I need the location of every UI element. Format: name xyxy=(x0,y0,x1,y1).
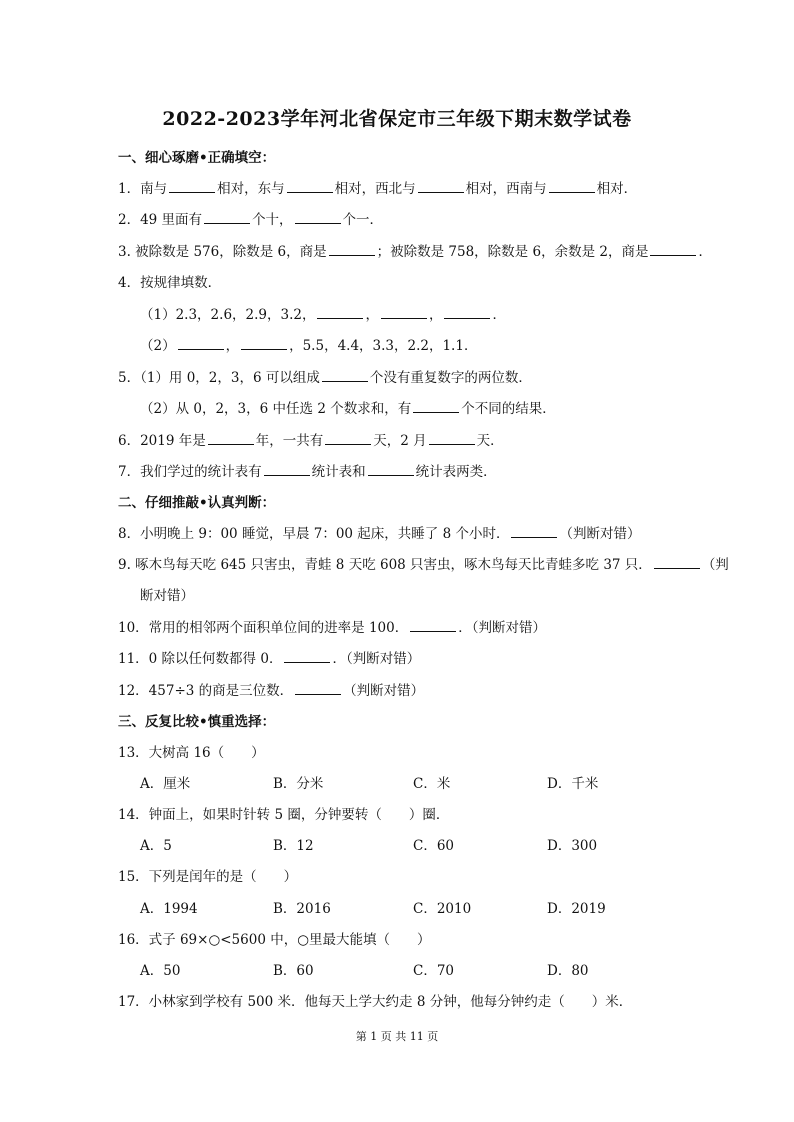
section-heading-1: 一、细心琢磨•正确填空： xyxy=(118,150,276,166)
q8-text-a: 8．小明晚上 9：00 睡觉，早晨 7：00 起床，共睡了 8 个小时． xyxy=(118,526,510,542)
answer-blank[interactable] xyxy=(322,380,368,382)
q10-text-b: ．（判断对错） xyxy=(458,620,546,636)
question-5-part-1 xyxy=(118,366,532,386)
answer-blank[interactable] xyxy=(169,191,215,193)
answer-blank[interactable] xyxy=(413,411,459,413)
question-5-part-2 xyxy=(140,397,556,417)
option-d[interactable]: D．80 xyxy=(547,963,589,979)
q6-text-a: 6．2019 年是 xyxy=(118,433,206,449)
answer-blank[interactable] xyxy=(208,443,254,445)
q6-text-c: 天，2 月 xyxy=(373,433,427,449)
question-11 xyxy=(118,647,420,667)
comma: ， xyxy=(428,307,443,323)
answer-blank[interactable] xyxy=(654,567,700,569)
q3-text-c: ． xyxy=(698,244,712,260)
question-7 xyxy=(118,460,497,480)
answer-blank[interactable] xyxy=(650,254,696,256)
question-4: 4．按规律填数． xyxy=(118,275,222,291)
option-a[interactable]: A．厘米 xyxy=(140,776,191,792)
option-a[interactable]: A．5 xyxy=(140,838,172,854)
q9-text-b: （判 xyxy=(701,557,729,573)
q8-text-b: （判断对错） xyxy=(559,526,641,542)
q7-text-a: 7．我们学过的统计表有 xyxy=(118,464,262,480)
answer-blank[interactable] xyxy=(368,474,414,476)
question-4-part-2 xyxy=(140,334,477,354)
page-footer: 第 1 页 共 11 页 xyxy=(355,1030,439,1043)
q1-text-e: 相对． xyxy=(596,181,638,197)
option-c[interactable]: C．70 xyxy=(413,963,455,979)
question-9-wrap: 断对错） xyxy=(140,588,194,604)
option-b[interactable]: B．12 xyxy=(273,838,314,854)
question-8 xyxy=(118,522,640,542)
q10-text-a: 10．常用的相邻两个面积单位间的进率是 100． xyxy=(118,620,409,636)
q4-1-text: （1）2.3，2.6，2.9，3.2， xyxy=(140,307,316,323)
q2-text-b: 个十， xyxy=(252,212,293,228)
answer-blank[interactable] xyxy=(410,630,456,632)
option-a[interactable]: A．1994 xyxy=(140,901,198,917)
q3-text-b: ；被除数是 758，除数是 6，余数是 2，商是 xyxy=(376,244,649,260)
option-b[interactable]: B．分米 xyxy=(273,776,324,792)
q12-text-b: （判断对错） xyxy=(343,683,425,699)
answer-blank[interactable] xyxy=(444,317,490,319)
comma: ， xyxy=(365,307,379,323)
answer-blank[interactable] xyxy=(317,317,363,319)
q11-text-a: 11．0 除以任何数都得 0． xyxy=(118,651,283,667)
question-6 xyxy=(118,429,504,449)
question-16-stem: 16．式子 69×○<5600 中，○里最大能填（ ） xyxy=(118,932,431,948)
option-c[interactable]: C．米 xyxy=(413,776,451,792)
q1-text-a: 1．南与 xyxy=(118,181,168,197)
q5-text-b: 个没有重复数字的两位数． xyxy=(369,370,532,386)
option-d[interactable]: D．300 xyxy=(547,838,598,854)
question-13-stem: 13．大树高 16（ ） xyxy=(118,745,265,761)
q2-text-a: 2．49 里面有 xyxy=(118,212,203,228)
q7-text-b: 统计表和 xyxy=(311,464,366,480)
question-15-stem: 15．下列是闰年的是（ ） xyxy=(118,869,298,885)
answer-blank[interactable] xyxy=(418,191,464,193)
section-heading-2: 二、仔细推敲•认真判断： xyxy=(118,495,276,511)
answer-blank[interactable] xyxy=(295,693,341,695)
q5-text-d: 个不同的结果． xyxy=(461,401,556,417)
option-c[interactable]: C．2010 xyxy=(413,901,472,917)
answer-blank[interactable] xyxy=(429,443,475,445)
q5-text-a: 5．（1）用 0，2，3，6 可以组成 xyxy=(118,370,320,386)
answer-blank[interactable] xyxy=(241,348,287,350)
question-2 xyxy=(118,208,383,228)
question-14-stem: 14．钟面上，如果时针转 5 圈，分钟要转（ ）圈． xyxy=(118,807,450,823)
q5-text-c: （2）从 0，2，3，6 中任选 2 个数求和，有 xyxy=(140,401,412,417)
question-17-stem: 17．小林家到学校有 500 米．他每天上学大约走 8 分钟，他每分钟约走（ ）米． xyxy=(118,994,633,1010)
q3-text-a: 3. 被除数是 576，除数是 6，商是 xyxy=(118,244,327,260)
option-d[interactable]: D．2019 xyxy=(547,901,606,917)
answer-blank[interactable] xyxy=(178,348,224,350)
q6-text-d: 天． xyxy=(476,433,504,449)
question-1 xyxy=(118,177,637,197)
q6-text-b: 年，一共有 xyxy=(255,433,324,449)
option-a[interactable]: A．50 xyxy=(140,963,181,979)
q9-text-a: 9. 啄木鸟每天吃 645 只害虫，青蛙 8 天吃 608 只害虫，啄木鸟每天比青蛙多吃 37 只． xyxy=(118,557,652,573)
option-b[interactable]: B．2016 xyxy=(273,901,331,917)
q4-2-sequence: ，5.5，4.4，3.3，2.2，1.1． xyxy=(289,338,478,354)
q12-text-a: 12．457÷3 的商是三位数． xyxy=(118,683,294,699)
answer-blank[interactable] xyxy=(329,254,375,256)
q4-2-text: （2） xyxy=(140,338,176,354)
q1-text-b: 相对，东与 xyxy=(217,181,285,197)
period: ． xyxy=(492,307,506,323)
answer-blank[interactable] xyxy=(381,317,427,319)
answer-blank[interactable] xyxy=(204,222,250,224)
q2-text-c: 个一． xyxy=(342,212,384,228)
section-heading-3: 三、反复比较•慎重选择： xyxy=(118,714,276,730)
question-4-part-1 xyxy=(140,303,506,323)
option-d[interactable]: D．千米 xyxy=(547,776,599,792)
q11-text-b: ．（判断对错） xyxy=(332,651,421,667)
q1-text-c: 相对，西北与 xyxy=(334,181,416,197)
question-3 xyxy=(118,240,712,260)
answer-blank[interactable] xyxy=(325,443,371,445)
option-b[interactable]: B．60 xyxy=(273,963,314,979)
q7-text-c: 统计表两类． xyxy=(415,464,497,480)
q1-text-d: 相对，西南与 xyxy=(465,181,547,197)
answer-blank[interactable] xyxy=(287,191,333,193)
answer-blank[interactable] xyxy=(295,222,341,224)
question-12 xyxy=(118,679,424,699)
option-c[interactable]: C．60 xyxy=(413,838,455,854)
question-9 xyxy=(118,553,729,573)
comma: ， xyxy=(225,338,240,354)
answer-blank[interactable] xyxy=(264,474,310,476)
question-10 xyxy=(118,616,546,636)
answer-blank[interactable] xyxy=(511,536,557,538)
page-title: 2022-2023学年河北省保定市三年级下期末数学试卷 xyxy=(162,108,632,130)
answer-blank[interactable] xyxy=(284,661,330,663)
answer-blank[interactable] xyxy=(549,191,595,193)
